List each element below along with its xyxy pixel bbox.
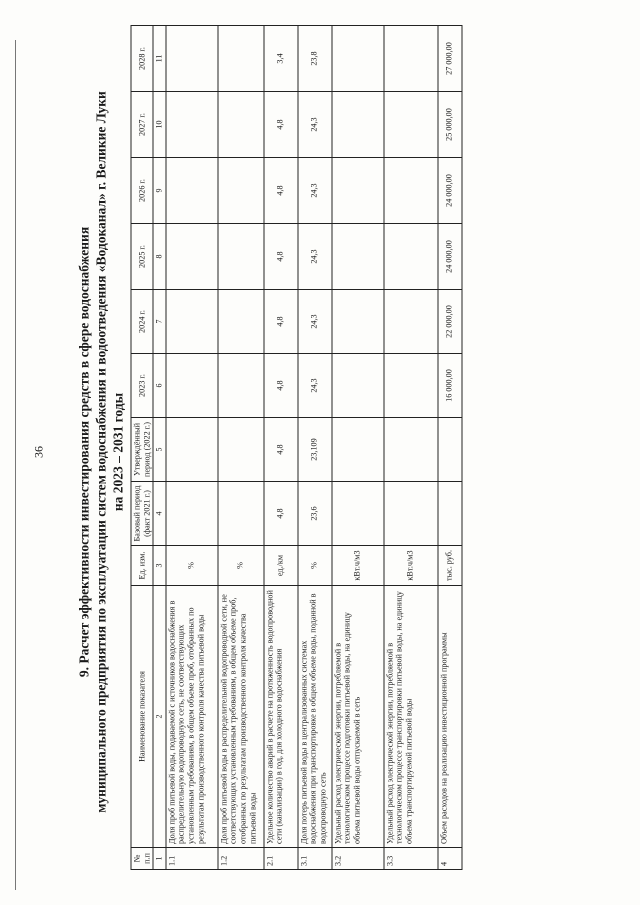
colnum-cell: 5 (153, 418, 166, 482)
header-base: Базовый период (факт 2021 г.) (131, 482, 153, 546)
row-number: 1.1 (166, 848, 218, 870)
indicator-name: Доля проб питьевой воды, подаваемой с источников водоснабжения в распределительную водопроводную сеть, не соответствующих установленным требованиям, в общем объеме проб, отобранных по результатам производственного контроля качества питьевой воды (166, 586, 218, 848)
table-row (332, 26, 384, 870)
indicator-name: Объем расходов на реализацию инвестиционной программы (438, 586, 462, 848)
colnum-cell: 2 (153, 586, 166, 848)
page-number: 36 (31, 446, 46, 458)
value-cell: 24,3 (298, 224, 332, 290)
header-2028: 2028 г. (131, 26, 153, 92)
value-cell (166, 418, 218, 482)
indicator-name: Удельное количество аварий в расчете на протяженность водопроводной сети (канализации) в год, для холодного водоснабжения (264, 586, 298, 848)
header-unit: Ед. изм. (131, 546, 153, 586)
value-cell: 24,3 (298, 158, 332, 224)
colnum-cell: 4 (153, 482, 166, 546)
value-cell: 23,109 (298, 418, 332, 482)
value-cell (218, 290, 264, 354)
value-cell (166, 26, 218, 92)
value-cell: 3,4 (264, 26, 298, 92)
table-row (264, 26, 298, 870)
value-cell (332, 26, 384, 92)
value-cell: 24,3 (298, 290, 332, 354)
value-cell (332, 418, 384, 482)
unit-cell: % (166, 546, 218, 586)
value-cell: 27 000,00 (438, 26, 462, 92)
header-name: Наименование показателя (131, 586, 153, 848)
value-cell: 25 000,00 (438, 92, 462, 158)
unit-cell: % (218, 546, 264, 586)
page-margin-line (15, 40, 16, 890)
value-cell (218, 92, 264, 158)
value-cell (438, 418, 462, 482)
value-cell: 24 000,00 (438, 224, 462, 290)
value-cell: 4,8 (264, 354, 298, 418)
table-row (166, 26, 218, 870)
unit-cell: тыс. руб. (438, 546, 462, 586)
indicator-name: Удельный расход электрической энергии, потребляемой в технологическом процессе подготовки питьевой воды, на единицу объема питьевой воды отпускаемой в сеть (332, 586, 384, 848)
value-cell (384, 26, 438, 92)
value-cell (166, 224, 218, 290)
value-cell (218, 26, 264, 92)
value-cell (218, 482, 264, 546)
value-cell (218, 354, 264, 418)
value-cell (166, 354, 218, 418)
header-approved: Утверждённый период (2022 г.) (131, 418, 153, 482)
value-cell (166, 290, 218, 354)
value-cell (332, 290, 384, 354)
value-cell: 24,3 (298, 92, 332, 158)
table-row (298, 26, 332, 870)
value-cell (332, 92, 384, 158)
value-cell (384, 482, 438, 546)
colnum-cell: 6 (153, 354, 166, 418)
value-cell: 23,6 (298, 482, 332, 546)
indicator-name: Доля потерь питьевой воды в централизованных системах водоснабжения при транспортировке в общем объеме воды, поданной в водопроводную сеть (298, 586, 332, 848)
value-cell (218, 418, 264, 482)
value-cell: 4,8 (264, 418, 298, 482)
table-header-row (131, 26, 153, 870)
value-cell (332, 482, 384, 546)
table-row (384, 26, 438, 870)
unit-cell: кВт.ч/м3 (332, 546, 384, 586)
header-2024: 2024 г. (131, 290, 153, 354)
value-cell: 4,8 (264, 290, 298, 354)
colnum-cell: 9 (153, 158, 166, 224)
value-cell: 23,8 (298, 26, 332, 92)
header-2023: 2023 г. (131, 354, 153, 418)
indicators-table (131, 25, 463, 870)
value-cell (384, 158, 438, 224)
value-cell (384, 354, 438, 418)
title-line-3: на 2023 – 2031 годы (110, 392, 126, 512)
value-cell: 4,8 (264, 224, 298, 290)
unit-cell: кВт.ч/м3 (384, 546, 438, 586)
header-num: № п.п (131, 848, 153, 870)
row-number: 1.2 (218, 848, 264, 870)
value-cell (384, 418, 438, 482)
value-cell (384, 290, 438, 354)
document-page (28, 22, 613, 882)
colnum-cell: 1 (153, 848, 166, 870)
indicator-name: Доля проб питьевой воды в распределительной водопроводной сети, не соответствующих установленным требованиям, в общем объеме проб, отобранных по результатам производственного контроля качества питьевой воды (218, 586, 264, 848)
header-2027: 2027 г. (131, 92, 153, 158)
value-cell (384, 224, 438, 290)
row-number: 4 (438, 848, 462, 870)
table-row (438, 26, 462, 870)
row-number: 3.1 (298, 848, 332, 870)
value-cell: 24 000,00 (438, 158, 462, 224)
title-line-1: 9. Расчет эффективности инвестирования средств в сфере водоснабжения (76, 226, 92, 678)
colnum-cell: 11 (153, 26, 166, 92)
value-cell: 24,3 (298, 354, 332, 418)
document-title (76, 22, 127, 882)
value-cell (166, 92, 218, 158)
value-cell: 22 000,00 (438, 290, 462, 354)
value-cell (218, 158, 264, 224)
value-cell (332, 224, 384, 290)
value-cell (384, 92, 438, 158)
value-cell: 16 000,00 (438, 354, 462, 418)
header-2025: 2025 г. (131, 224, 153, 290)
value-cell: 4,8 (264, 158, 298, 224)
header-2026: 2026 г. (131, 158, 153, 224)
value-cell (166, 482, 218, 546)
value-cell (166, 158, 218, 224)
value-cell: 4,8 (264, 92, 298, 158)
value-cell: 4,8 (264, 482, 298, 546)
row-number: 3.3 (384, 848, 438, 870)
colnum-cell: 3 (153, 546, 166, 586)
colnum-cell: 7 (153, 290, 166, 354)
column-number-row (153, 26, 166, 870)
row-number: 2.1 (264, 848, 298, 870)
table-row (218, 26, 264, 870)
value-cell (332, 354, 384, 418)
value-cell (438, 482, 462, 546)
value-cell (332, 158, 384, 224)
row-number: 3.2 (332, 848, 384, 870)
value-cell (218, 224, 264, 290)
unit-cell: % (298, 546, 332, 586)
colnum-cell: 8 (153, 224, 166, 290)
indicator-name: Удельный расход электрической энергии, потребляемой в технологическом процессе транспортировки питьевой воды, на единицу объема транспортируемой питьевой воды (384, 586, 438, 848)
title-line-2: муниципального предприятия по эксплуатации систем водоснабжения и водоотведения «Водоканал» г. Великие Луки (93, 91, 109, 813)
unit-cell: ед./км (264, 546, 298, 586)
colnum-cell: 10 (153, 92, 166, 158)
